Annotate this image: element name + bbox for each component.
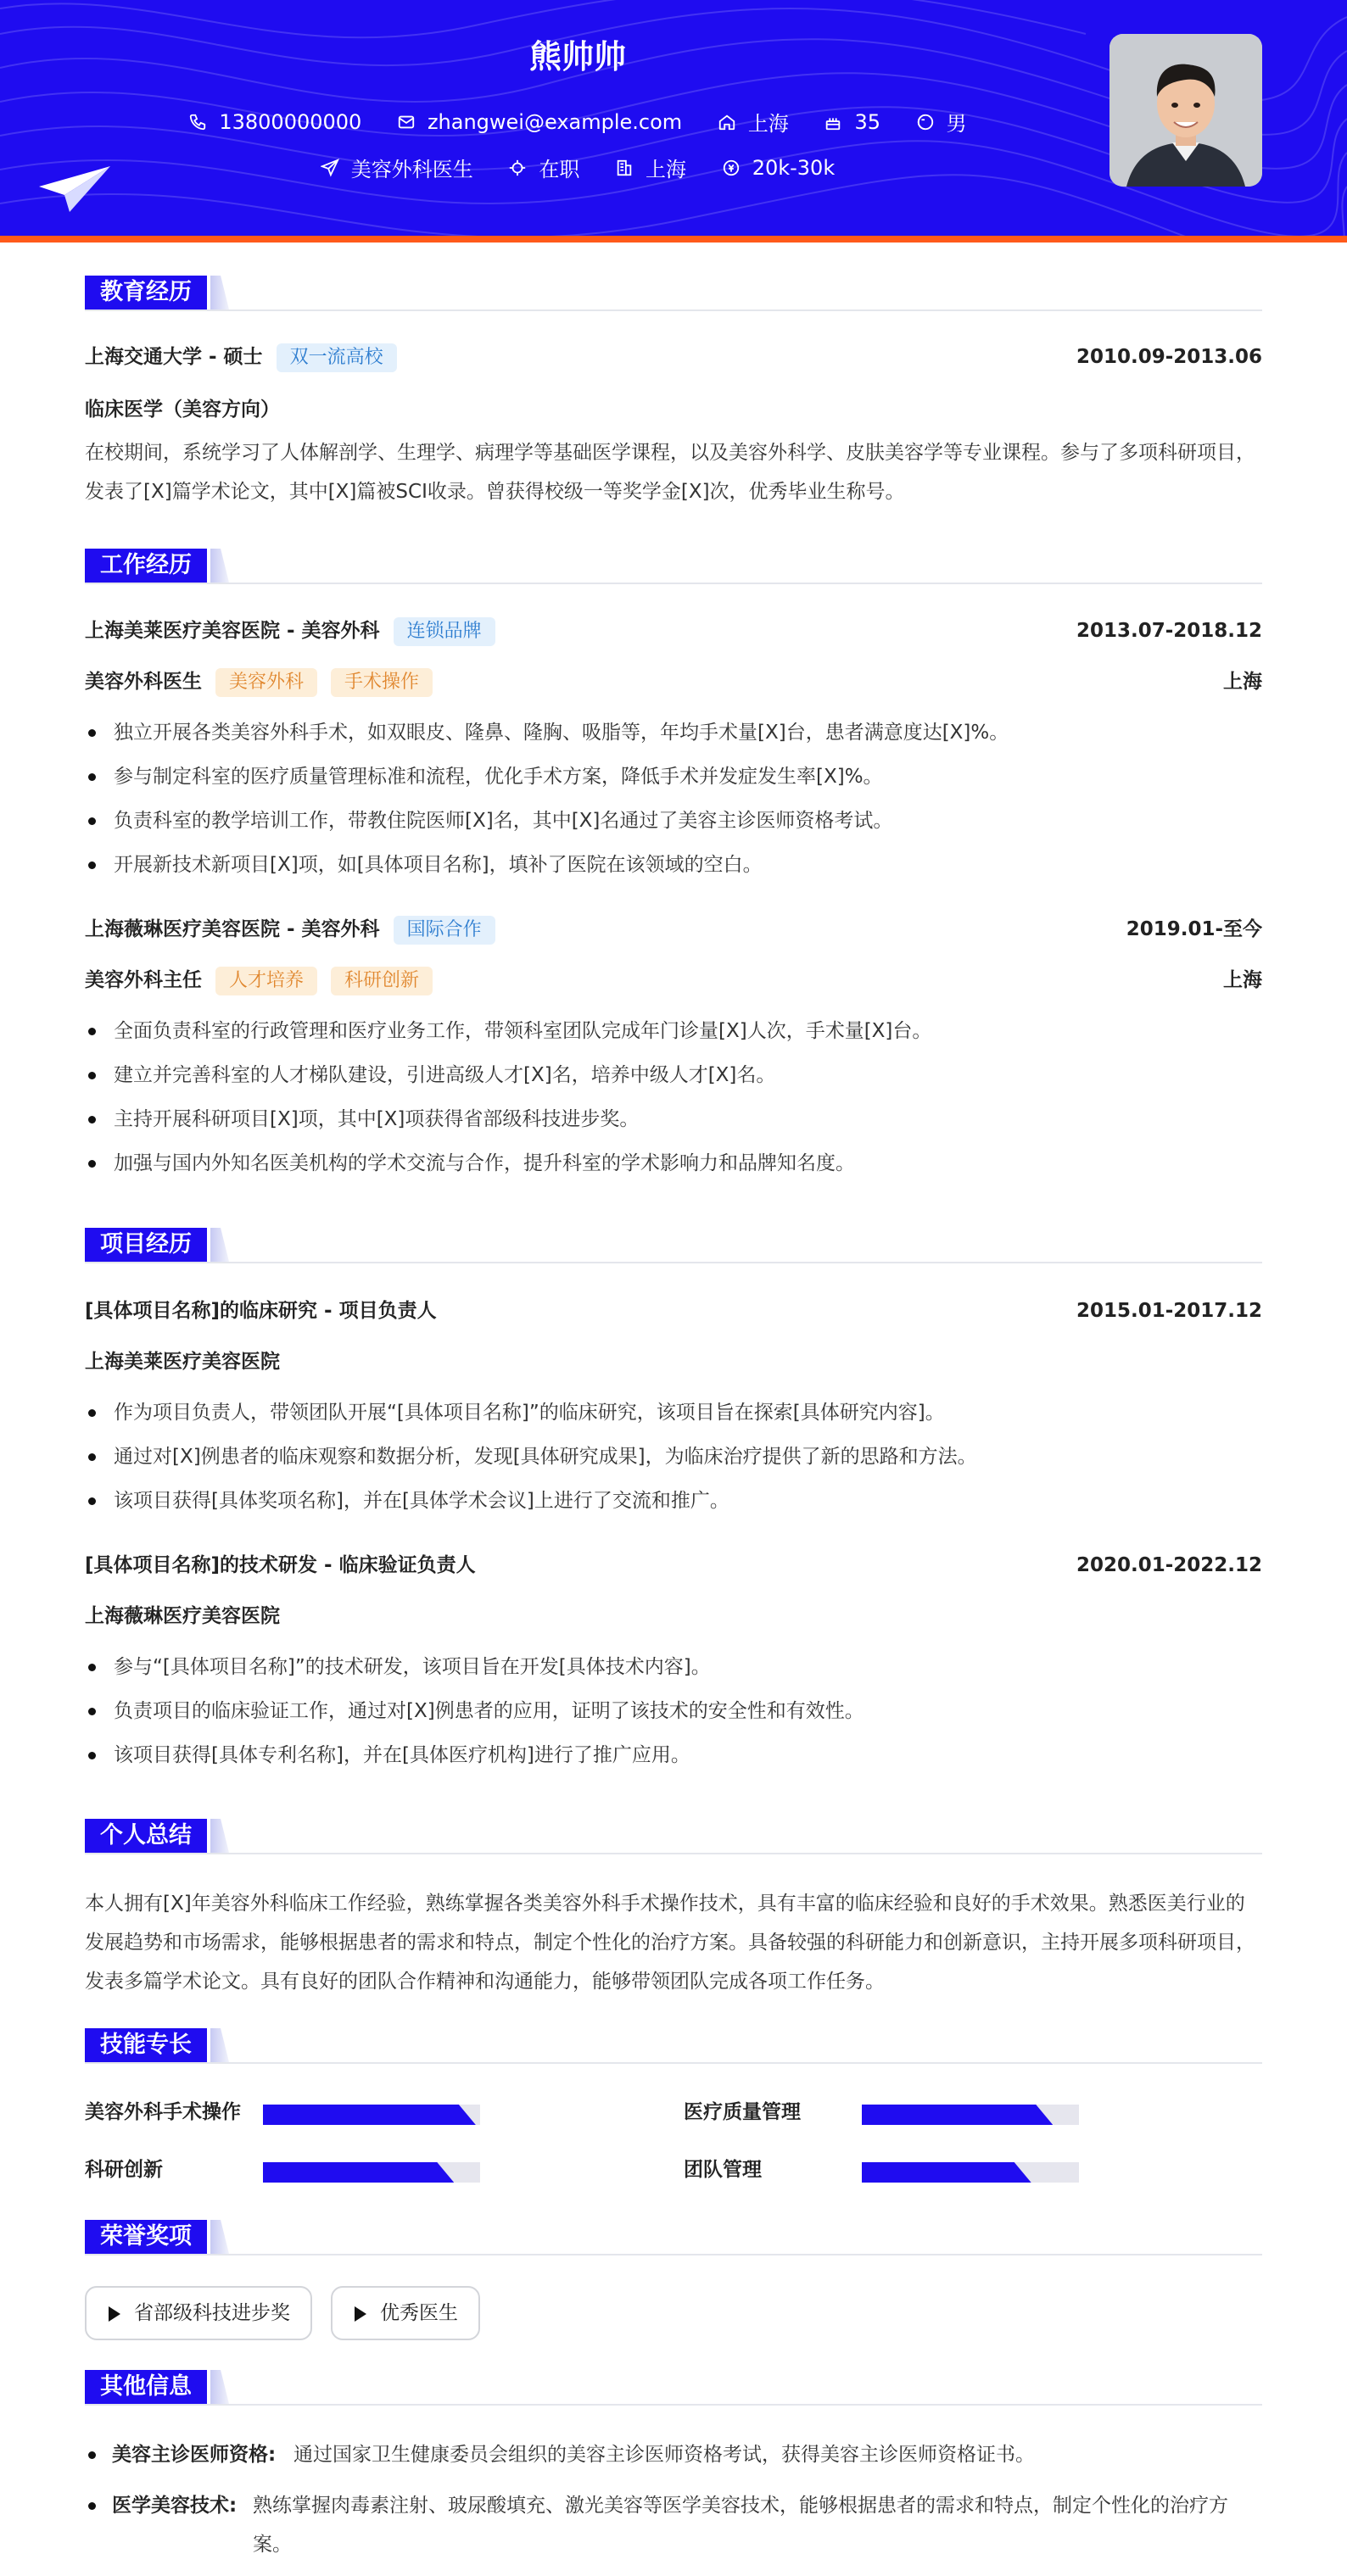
role-tag: 美容外科 [215,668,317,697]
section-title: 技能专长 [85,2028,207,2062]
skill-bar-track [862,2162,1079,2183]
job-period: 2019.01-至今 [1126,918,1262,940]
list-item: 全面负责科室的行政管理和医疗业务工作，带领科室团队完成年门诊量[X]人次，手术量[X]台。 [85,1009,1262,1053]
skill-name: 团队管理 [684,2159,762,2181]
list-item: 参与“[具体项目名称]”的技术研发，该项目旨在开发[具体技术内容]。 [85,1645,1262,1689]
list-item: 负责项目的临床验证工作，通过对[X]例患者的应用，证明了该技术的安全性和有效性。 [85,1689,1262,1733]
summary-text: 本人拥有[X]年美容外科临床工作经验，熟练掌握各类美容外科手术操作技术，具有丰富的临床经验和良好的手术效果。熟悉医美行业的发展趋势和市场需求，能够根据患者的需求和特点，制定个性化的治疗方案。具备较强的科研能力和创新意识，主持开展多项科研项目，发表多篇学术论文。具有良好的团队合作精神和沟通能力，能够带领团队完成各项工作任务。 [85,1893,1255,1993]
phone-icon [188,113,207,131]
job-period: 2013.07-2018.12 [1076,620,1262,642]
project-org: 上海薇琳医疗美容医院 [85,1605,280,1627]
position-text: 美容外科医生 [350,158,473,181]
honor-label: 优秀医生 [380,2302,458,2324]
cake-icon [824,113,842,131]
honor-button[interactable] [331,2286,480,2340]
project-header-row [85,1296,1262,1325]
list-item: 该项目获得[具体奖项名称]，并在[具体学术会议]上进行了交流和推广。 [85,1479,1262,1523]
list-item: 加强与国内外知名医美机构的学术交流与合作，提升科室的学术影响力和品牌知名度。 [85,1141,1262,1185]
job-bullets [85,1009,1262,1185]
email-text: zhangwei@example.com [427,109,683,134]
list-item: 作为项目负责人，带领团队开展“[具体项目名称]”的临床研究，该项目旨在探索[具体研究内容]。 [85,1391,1262,1435]
email-info [397,110,682,134]
home-icon [718,113,736,131]
role-tag: 科研创新 [331,967,433,995]
skill-item [85,2098,509,2127]
section-education [85,276,1262,311]
skill-bar-fill [263,2162,454,2183]
list-item: 建立并完善科室的人才梯队建设，引进高级人才[X]名，培养中级人才[X]名。 [85,1053,1262,1097]
project-header-row [85,1551,1262,1580]
list-item: 该项目获得[具体专利名称]，并在[具体医疗机构]进行了推广应用。 [85,1733,1262,1777]
skill-name: 美容外科手术操作 [85,2101,241,2123]
skill-bar-track [862,2105,1079,2125]
skill-bar-fill [862,2105,1053,2125]
mail-icon [397,113,416,131]
section-title: 荣誉奖项 [85,2220,207,2254]
job-role-row [85,966,1262,995]
skill-bar-fill [862,2162,1031,2183]
skill-item [85,2155,509,2184]
play-icon [109,2306,120,2322]
section-summary [85,1819,1262,1854]
section-work [85,549,1262,584]
company-tag: 国际合作 [394,916,495,945]
avatar [1109,34,1262,187]
company-name: 上海美莱医疗美容医院 - 美容外科 [85,620,380,642]
education-description: 在校期间，系统学习了人体解剖学、生理学、病理学等基础医学课程，以及美容外科学、皮肤美容学等专业课程。参与了多项科研项目，发表了[X]篇学术论文，其中[X]篇被SCI收录。曾获得校级一等奖学金[X]次，优秀毕业生称号。 [85,442,1255,503]
section-skills [85,2028,1262,2064]
salary-text: 20k-30k [752,155,836,180]
other-item [85,2435,1262,2474]
job-info-row [0,153,1155,182]
section-projects [85,1228,1262,1263]
education-header-row [85,343,1262,371]
section-honors [85,2220,1262,2255]
job-header-row [85,915,1262,944]
school-tag: 双一流高校 [277,343,397,372]
list-item: 独立开展各类美容外科手术，如双眼皮、隆鼻、隆胸、吸脂等，年均手术量[X]台，患者满意度达[X]%。 [85,711,1262,755]
project-period: 2015.01-2017.12 [1076,1300,1262,1322]
phone-info [188,110,361,134]
project-name: [具体项目名称]的临床研究 - 项目负责人 [85,1300,437,1322]
skill-item [684,2098,1108,2127]
status-text: 在职 [539,158,580,181]
skill-bar-track [263,2105,480,2125]
other-value: 熟练掌握肉毒素注射、玻尿酸填充、激光美容等医学美容技术，能够根据患者的需求和特点，制定个性化的治疗方案。 [253,2495,1228,2556]
status-icon [508,159,527,177]
list-item: 通过对[X]例患者的临床观察和数据分析，发现[具体研究成果]，为临床治疗提供了新的思路和方法。 [85,1435,1262,1479]
skill-bar-fill [263,2105,476,2125]
list-item: 负责科室的教学培训工作，带教住院医师[X]名，其中[X]名通过了美容主诊医师资格考试。 [85,799,1262,843]
section-title: 工作经历 [85,549,207,583]
phone-text: 13800000000 [219,109,362,134]
building-icon [615,159,634,177]
list-item: 开展新技术新项目[X]项，如[具体项目名称]，填补了医院在该领域的空白。 [85,843,1262,887]
project-period: 2020.01-2022.12 [1076,1554,1262,1576]
salary-info [722,156,836,180]
age-info [824,110,880,134]
other-key: 美容主诊医师资格: [112,2444,277,2466]
skill-bar-track [263,2162,480,2183]
project-bullets [85,1645,1262,1777]
job-city: 上海 [1223,969,1262,991]
city-info [718,107,789,137]
role-tag: 人才培养 [215,967,317,995]
skill-name: 科研创新 [85,2159,163,2181]
job-city: 上海 [1223,671,1262,693]
project-name: [具体项目名称]的技术研发 - 临床验证负责人 [85,1554,476,1576]
gender-icon [916,113,935,131]
honor-button[interactable] [85,2286,312,2340]
section-title: 个人总结 [85,1819,207,1853]
play-icon [355,2306,366,2322]
resume-header [0,0,1347,236]
skill-item [684,2155,1108,2184]
job-bullets [85,711,1262,887]
section-title: 项目经历 [85,1228,207,1262]
work-city-info [615,153,686,182]
contact-info-row [0,107,1155,137]
age-text: 35 [854,109,880,134]
send-icon [321,159,339,177]
position-info [321,153,473,182]
company-tag: 连锁品牌 [394,617,495,646]
section-title: 其他信息 [85,2370,207,2404]
job-role: 美容外科主任 [85,969,202,991]
honor-label: 省部级科技进步奖 [134,2302,290,2324]
job-role: 美容外科医生 [85,671,202,693]
gender-text: 男 [946,112,967,136]
company-name: 上海薇琳医疗美容医院 - 美容外科 [85,918,380,940]
gender-info [916,107,967,137]
money-icon [722,159,741,177]
other-key: 医学美容技术: [112,2495,238,2517]
section-title: 教育经历 [85,276,207,309]
other-value: 通过国家卫生健康委员会组织的美容主诊医师资格考试，获得美容主诊医师资格证书。 [293,2444,1035,2466]
job-role-row [85,667,1262,696]
candidate-name: 熊帅帅 [528,38,626,75]
list-item: 主持开展科研项目[X]项，其中[X]项获得省部级科技进步奖。 [85,1097,1262,1141]
work-city-text: 上海 [646,158,687,181]
section-other [85,2370,1262,2406]
major: 临床医学（美容方向） [85,399,280,421]
avatar-portrait [1109,34,1262,187]
education-period: 2010.09-2013.06 [1076,346,1262,368]
role-tag: 手术操作 [331,668,433,697]
job-header-row [85,616,1262,645]
other-item [85,2486,1262,2564]
header-accent-stripe [0,236,1347,243]
project-bullets [85,1391,1262,1523]
list-item: 参与制定科室的医疗质量管理标准和流程，优化手术方案，降低手术并发症发生率[X]%。 [85,755,1262,799]
project-org: 上海美莱医疗美容医院 [85,1351,280,1373]
city-text: 上海 [747,112,789,136]
status-info [508,153,579,182]
school-name: 上海交通大学 - 硕士 [85,346,263,368]
skill-name: 医疗质量管理 [684,2101,801,2123]
